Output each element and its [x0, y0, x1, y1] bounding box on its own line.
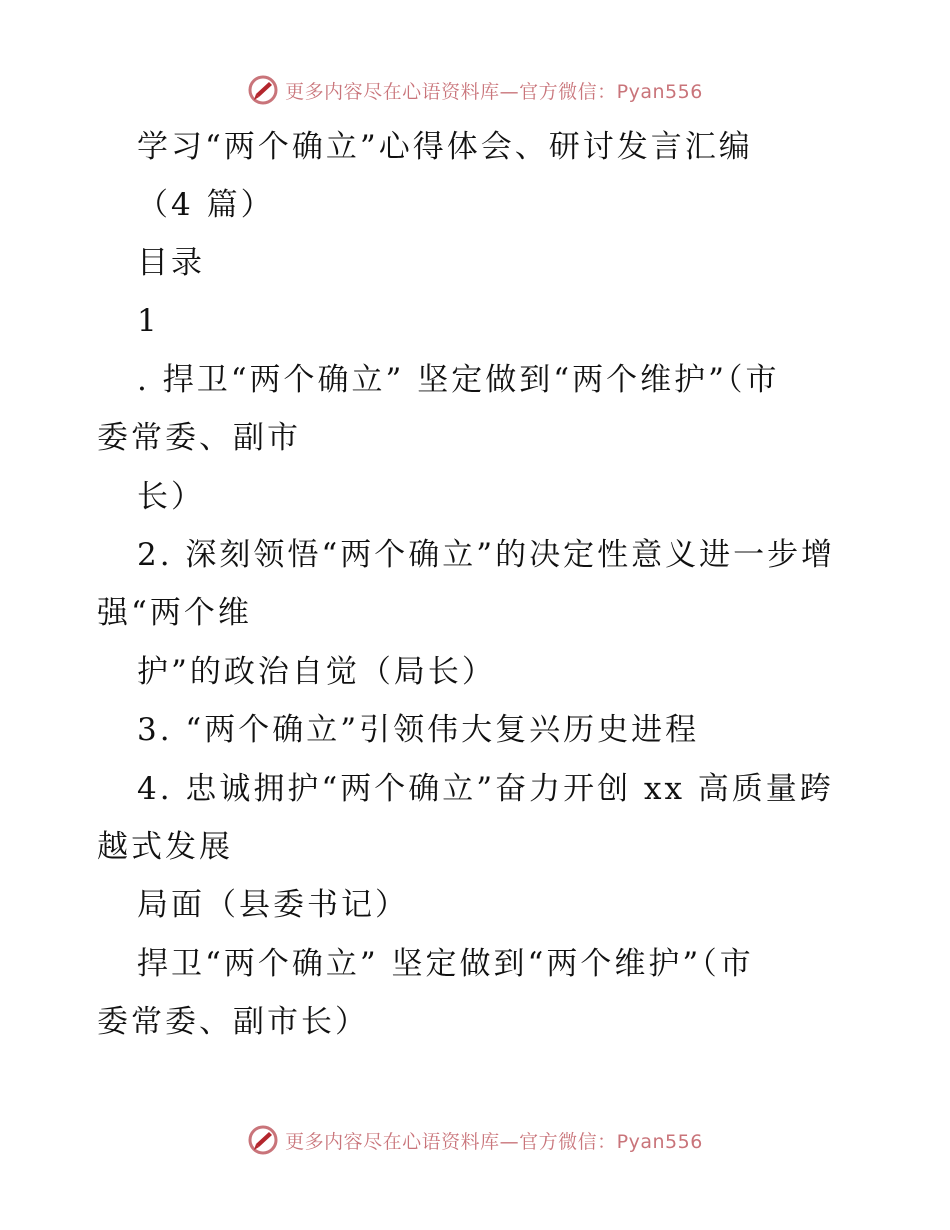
header-watermark	[0, 70, 950, 110]
toc-item-1-line-3: 长）	[137, 479, 205, 515]
section-heading-line-2: 委常委、副市长）	[97, 1004, 369, 1040]
toc-heading: 目录	[137, 245, 205, 281]
toc-item-2-line-1: 2. 深刻领悟“两个确立”的决定性意义进一步增	[137, 537, 836, 573]
document-title: 学习“两个确立”心得体会、研讨发言汇编	[137, 129, 753, 165]
toc-item-1-line-2: 委常委、副市	[97, 420, 301, 456]
footer-watermark	[0, 1120, 950, 1160]
section-heading-line-1: 捍卫“两个确立” 坚定做到“两个维护”（市	[137, 946, 754, 982]
watermark-text: 更多内容尽在心语资料库—官方微信：Pyan556	[285, 1130, 703, 1153]
document-subtitle: （4 篇）	[137, 187, 275, 223]
toc-item-2-line-2: 强“两个维	[97, 595, 252, 631]
toc-item-3: 3. “两个确立”引领伟大复兴历史进程	[137, 712, 700, 748]
toc-item-1-line-1: . 捍卫“两个确立” 坚定做到“两个维护”（市	[137, 362, 780, 398]
toc-item-2-line-3: 护”的政治自觉（局长）	[137, 654, 496, 690]
seal-logo-icon	[247, 74, 279, 106]
toc-item-4-line-3: 局面（县委书记）	[137, 887, 409, 923]
toc-item-4-line-1: 4. 忠诚拥护“两个确立”奋力开创 xx 高质量跨	[137, 771, 834, 807]
watermark-text: 更多内容尽在心语资料库—官方微信：Pyan556	[285, 80, 703, 103]
seal-logo-icon	[247, 1124, 279, 1156]
toc-number: 1	[137, 303, 160, 339]
toc-item-4-line-2: 越式发展	[97, 829, 233, 865]
